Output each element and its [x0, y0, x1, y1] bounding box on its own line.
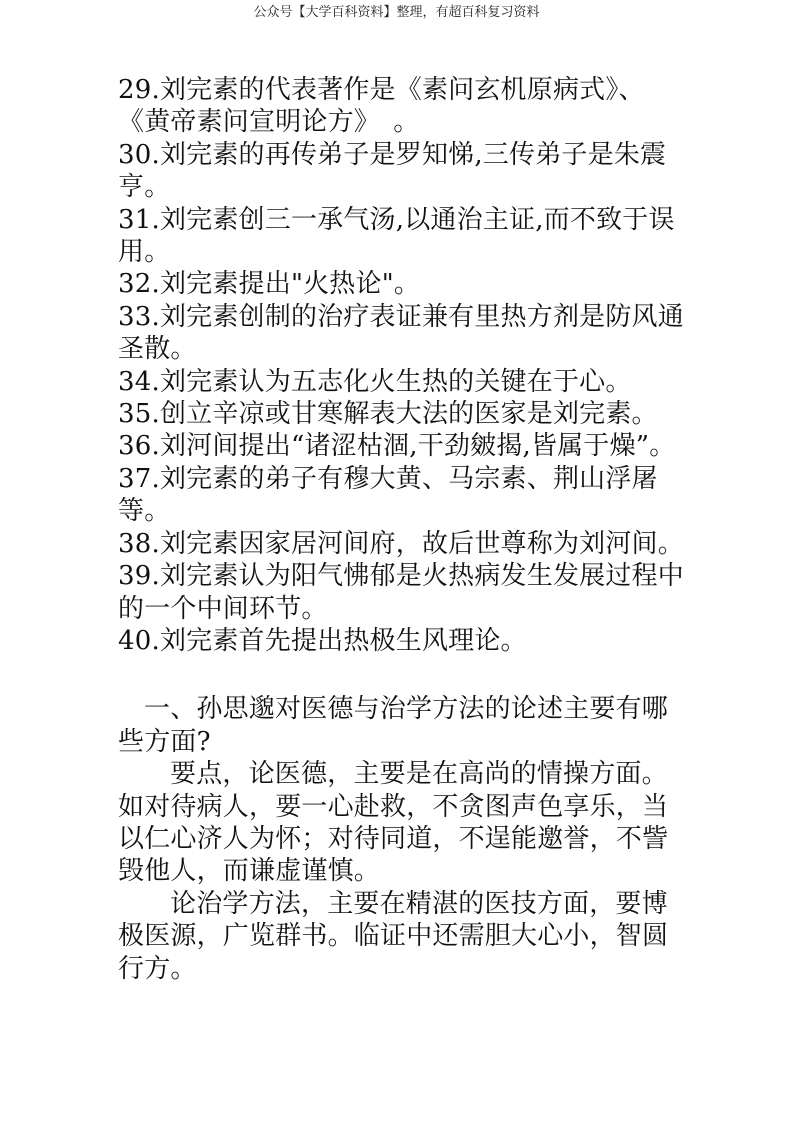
list-item-31: 31.刘完素创三一承气汤,以通治主证,而不致于误用。: [118, 204, 675, 268]
list-item-39: 39.刘完素认为阳气怫郁是火热病发生发展过程中的一个中间环节。: [118, 561, 684, 624]
list-item-35: 35.创立辛凉或甘寒解表大法的医家是刘完素。: [118, 399, 658, 430]
question-heading: 一、孙思邈对医德与治学方法的论述主要有哪些方面?: [118, 694, 669, 757]
answer-paragraph-ethics: 要点，论医德，主要是在高尚的情操方面。如对待病人，要一心赴救，不贪图声色享乐，当以仁心济人为怀；对待同道，不逞能邀誉，不訾毁他人，而谦虚谨慎。: [118, 759, 669, 887]
list-item-34: 34.刘完素认为五志化火生热的关键在于心。: [118, 366, 632, 397]
section-spacer: [118, 657, 684, 693]
list-item-33: 33.刘完素创制的治疗表证兼有里热方剂是防风通圣散。: [118, 301, 684, 365]
answer-paragraph-study-method: 论治学方法，主要在精湛的医技方面，要博极医源，广览群书。临证中还需胆大心小，智圆行方。: [118, 888, 669, 984]
document-body: [118, 74, 684, 985]
list-item-38: 38.刘完素因家居河间府，故后世尊称为刘河间。: [118, 528, 684, 559]
list-item-37: 37.刘完素的弟子有穆大黄、马宗素、荆山浮屠等。: [118, 463, 658, 527]
list-item-32: 32.刘完素提出"火热论"。: [118, 269, 421, 300]
list-item-40: 40.刘完素首先提出热极生风理论。: [118, 625, 527, 656]
list-item-29: 29.刘完素的代表著作是《素问玄机原病式》、《黄帝素问宣明论方》 。: [118, 75, 645, 138]
list-item-30: 30.刘完素的再传弟子是罗知悌,三传弟子是朱震亨。: [118, 139, 667, 203]
page-header: 公众号【大学百科资料】整理，有超百科复习资料: [253, 5, 540, 20]
list-item-36: 36.刘河间提出“诸涩枯涸,干劲皴揭,皆属于燥”。: [118, 431, 676, 462]
